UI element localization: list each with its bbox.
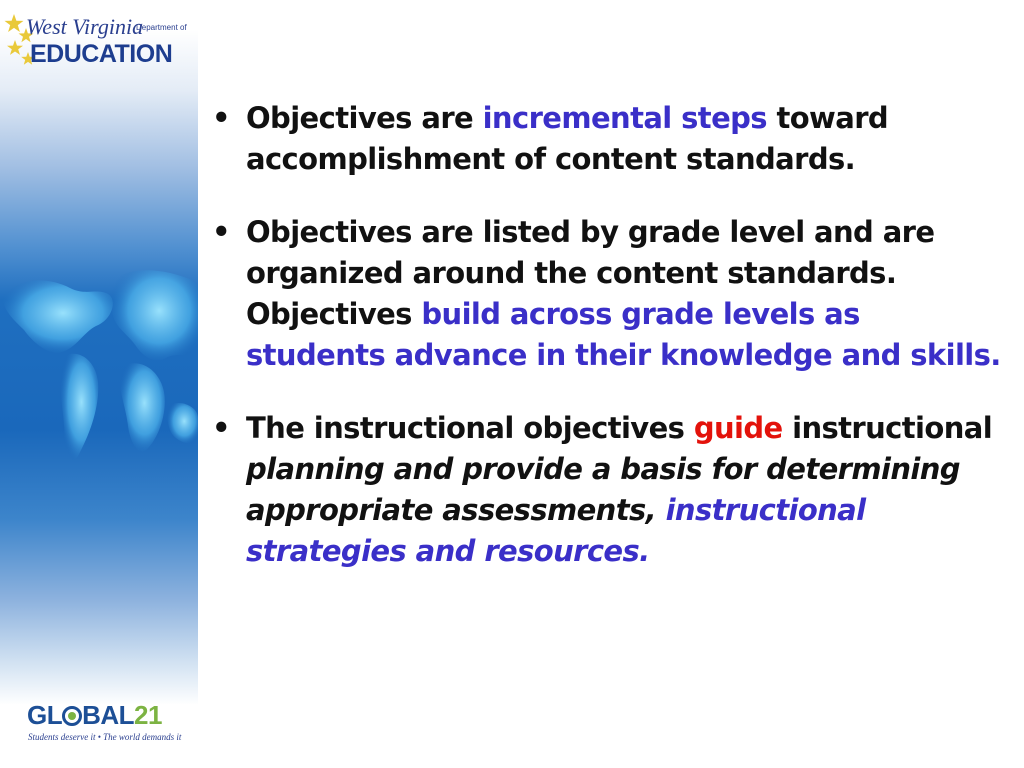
logo-education-text: EDUCATION — [30, 40, 173, 68]
bullet-dot-icon: • — [212, 411, 230, 445]
logo-department-text: Department of — [136, 23, 187, 32]
bullet-3-guide-highlight: guide — [693, 411, 783, 445]
decorative-sidebar — [0, 0, 198, 768]
global21-wordmark — [27, 700, 162, 731]
bullet-dot-icon: • — [212, 101, 230, 135]
objectives-bullet-list — [208, 98, 1008, 572]
bullet-3-italic-text: planning and provide a basis for determining appropriate assessments, — [246, 452, 960, 527]
slide-content — [208, 98, 1008, 604]
global-number: 21 — [134, 700, 162, 730]
bullet-2-text-a: Objectives are listed by grade level and are organized around the content standards. Objectives — [246, 215, 935, 331]
logo-west-virginia-text: West Virginia — [26, 14, 144, 39]
bullet-1-text-a: Objectives are — [246, 101, 483, 135]
global21-tagline: Students deserve it • The world demands it — [28, 732, 182, 742]
bullet-2-highlight: build across grade levels as students advance in their knowledge and skills. — [246, 297, 1001, 372]
bullet-grade-levels — [208, 212, 1008, 376]
bullet-incremental-steps — [208, 98, 1008, 180]
global-word-end: BAL — [82, 700, 135, 730]
bullet-3-italic-highlight: instructional strategies and resources. — [246, 493, 866, 568]
bullet-instructional-objectives — [208, 408, 1008, 572]
world-map-globe-icon — [0, 236, 198, 496]
bullet-3-text-a: The instructional objectives — [246, 411, 694, 445]
bullet-dot-icon: • — [212, 215, 230, 249]
global-word-start: GL — [27, 700, 63, 730]
bullet-1-highlight: incremental steps — [482, 101, 767, 135]
bullet-3-text-b: instructional — [782, 411, 993, 445]
globe-o-icon — [62, 706, 82, 726]
bullet-1-text-b: toward accomplishment of content standards. — [246, 101, 889, 176]
